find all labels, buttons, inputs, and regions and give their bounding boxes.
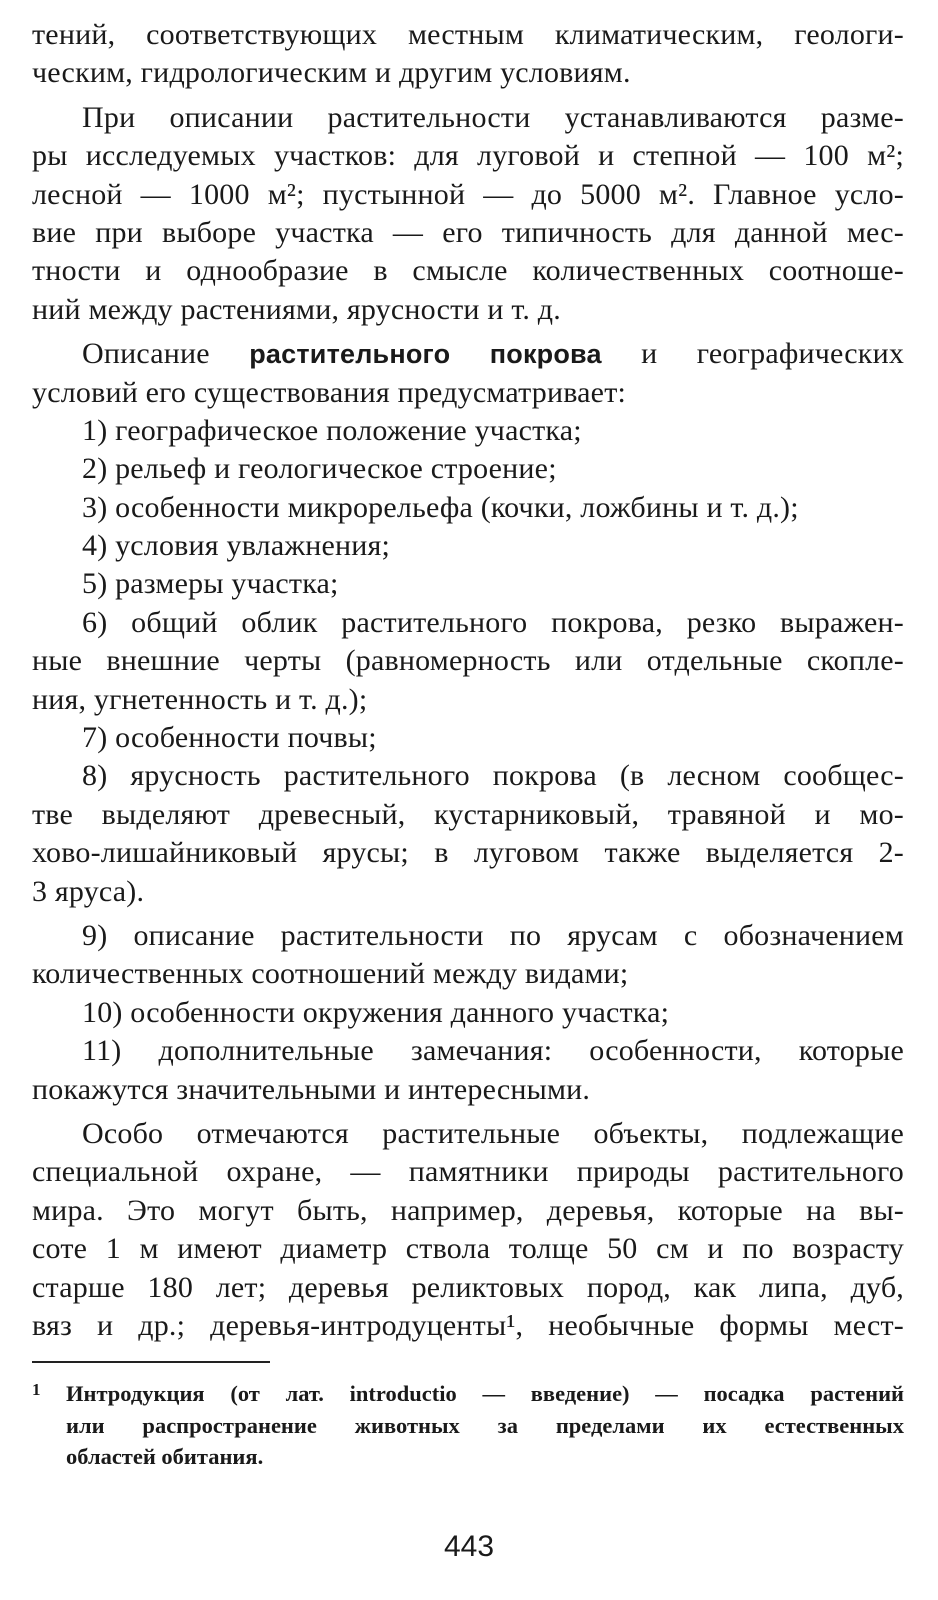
list-item xyxy=(32,604,904,719)
text-line: тности и однообразие в смысле количественных соотноше- xyxy=(32,254,904,288)
text-line: тений, соответствующих местным климатическим, геологи- xyxy=(32,18,904,51)
text-line: соте 1 м имеют диаметр ствола толще 50 см и по возрасту xyxy=(32,1232,904,1266)
text-line: специальной охране, — памятники природы растительного xyxy=(32,1155,904,1189)
footnote-divider xyxy=(32,1361,270,1363)
footnote xyxy=(32,1378,904,1473)
text-line: При описании растительности устанавливаются разме- xyxy=(82,100,904,134)
text-line: старше 180 лет; деревья реликтовых пород, как липа, дуб, xyxy=(32,1270,904,1304)
paragraph-survey-size xyxy=(32,99,904,329)
text-line: ческим, гидрологическим и другим условиям. xyxy=(32,56,631,90)
footnote-line: или распространение животных за пределами их естественных xyxy=(66,1412,904,1438)
list-item xyxy=(32,412,904,450)
footnote-line: Интродукция (от лат. introductio — введение) — посадка растений xyxy=(66,1381,904,1406)
text-line: количественных соотношений между видами; xyxy=(32,957,629,991)
list-item xyxy=(32,527,904,565)
text-line: 3 яруса). xyxy=(32,874,145,908)
term-highlight: растительного покрова xyxy=(249,339,602,370)
text-line: вяз и др.; деревья-интродуценты¹, необычные формы мест- xyxy=(32,1308,904,1342)
text-line: 3) особенности микрорельефа (кочки, ложбины и т. д.); xyxy=(82,490,799,524)
text-run: Описание xyxy=(82,337,250,371)
text-line: ний между растениями, ярусности и т. д. xyxy=(32,292,561,326)
list-item xyxy=(32,1032,904,1109)
text-line: 8) ярусность растительного покрова (в лесном сообщес- xyxy=(82,759,904,793)
text-line: Особо отмечаются растительные объекты, подлежащие xyxy=(82,1116,904,1150)
text-line: 5) размеры участка; xyxy=(82,567,339,601)
document-page xyxy=(32,16,904,1345)
text-line: 2) рельеф и геологическое строение; xyxy=(82,452,557,486)
text-line: ния, угнетенность и т. д.); xyxy=(32,682,368,716)
list-item xyxy=(32,757,904,911)
text-line xyxy=(32,335,904,373)
list-item xyxy=(32,565,904,603)
text-line: вие при выборе участка — его типичность для данной мес- xyxy=(32,215,904,249)
text-line: хово-лишайниковый ярусы; в луговом также выделяется 2- xyxy=(32,836,904,870)
list-item xyxy=(32,917,904,994)
text-line: 9) описание растительности по ярусам с обозначением xyxy=(82,918,904,952)
text-line: ные внешние черты (равномерность или отдельные скопле- xyxy=(32,644,904,678)
footnote-line: областей обитания. xyxy=(66,1444,264,1469)
paragraph-protected-objects xyxy=(32,1115,904,1345)
list-item xyxy=(32,719,904,757)
page-number: 443 xyxy=(443,1530,495,1563)
list-item xyxy=(32,994,904,1032)
paragraph-continuation xyxy=(32,16,904,93)
text-line: 7) особенности почвы; xyxy=(82,721,377,755)
text-line: 1) географическое положение участка; xyxy=(82,413,582,447)
text-line: 10) особенности окружения данного участка; xyxy=(82,995,670,1029)
text-line: ры исследуемых участков: для луговой и степной — 100 м²; xyxy=(32,139,904,173)
text-line: тве выделяют древесный, кустарниковый, травяной и мо- xyxy=(32,797,904,831)
text-line: 11) дополнительные замечания: особенности, которые xyxy=(82,1034,904,1068)
text-run: и географических xyxy=(601,337,905,371)
paragraph-description-intro xyxy=(32,335,904,412)
text-line: условий его существования предусматривает: xyxy=(32,375,627,409)
text-line: покажутся значительными и интересными. xyxy=(32,1072,591,1106)
text-line: 6) общий облик растительного покрова, резко выражен- xyxy=(82,605,904,639)
text-line: 4) условия увлажнения; xyxy=(82,529,391,563)
footnote-marker: 1 xyxy=(32,1380,41,1399)
list-item xyxy=(32,489,904,527)
list-item xyxy=(32,450,904,488)
text-line: лесной — 1000 м²; пустынной — до 5000 м². Главное усло- xyxy=(32,177,904,211)
text-line: мира. Это могут быть, например, деревья, которые на вы- xyxy=(32,1193,904,1227)
